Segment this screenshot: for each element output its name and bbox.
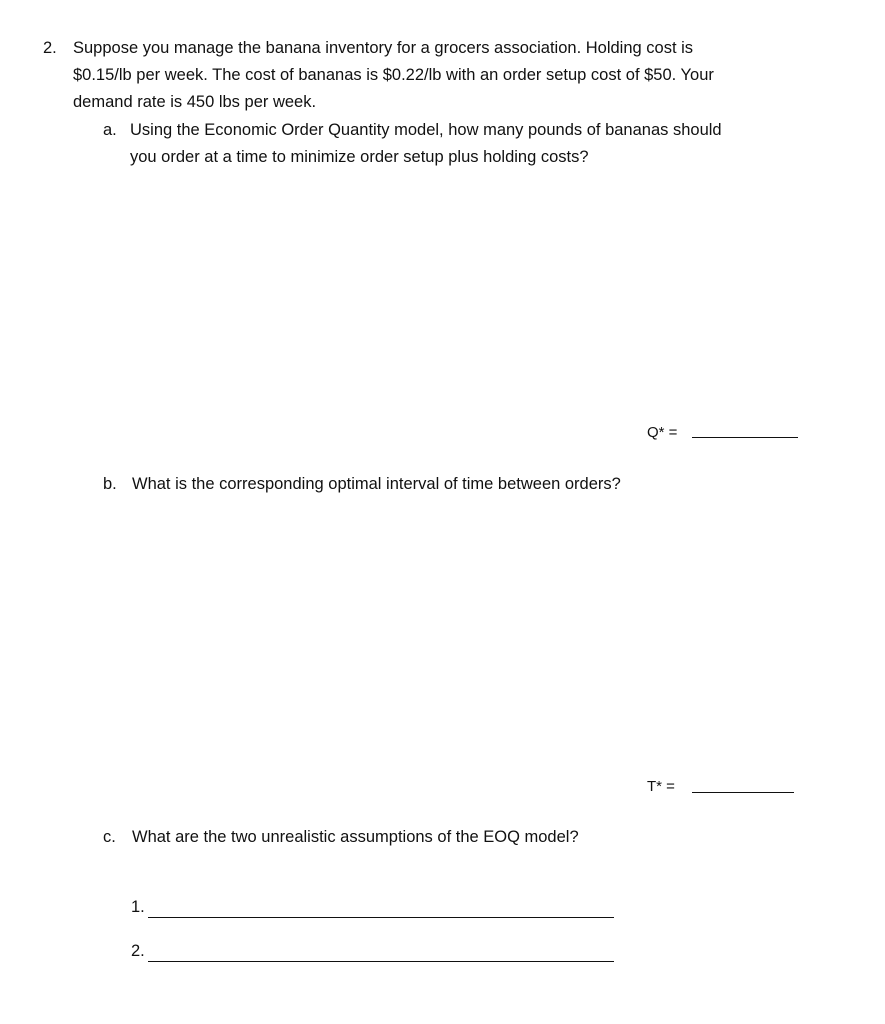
q-star-answer-blank[interactable] <box>692 437 798 438</box>
part-a-line-2: you order at a time to minimize order setup plus holding costs? <box>130 148 589 166</box>
question-number: 2. <box>43 39 57 57</box>
part-a-line-1: Using the Economic Order Quantity model, how many pounds of bananas should <box>130 121 722 139</box>
part-b-question: What is the corresponding optimal interval of time between orders? <box>132 475 621 493</box>
question-intro-line-3: demand rate is 450 lbs per week. <box>73 93 317 111</box>
part-a-label: a. <box>103 121 117 139</box>
t-star-answer-blank[interactable] <box>692 792 794 793</box>
assumption-1-label: 1. <box>131 898 145 916</box>
assumption-1-answer-blank[interactable] <box>148 917 614 918</box>
question-intro-line-1: Suppose you manage the banana inventory for a grocers association. Holding cost is <box>73 39 694 57</box>
assumption-2-label: 2. <box>131 942 145 960</box>
part-b-label: b. <box>103 475 117 493</box>
t-star-label: T* = <box>647 778 675 795</box>
assumption-2-answer-blank[interactable] <box>148 961 614 962</box>
q-star-label: Q* = <box>647 424 678 441</box>
part-c-label: c. <box>103 828 116 846</box>
question-intro-line-2: $0.15/lb per week. The cost of bananas is $0.22/lb with an order setup cost of $50. Your <box>73 66 714 84</box>
part-c-question: What are the two unrealistic assumptions of the EOQ model? <box>132 828 579 846</box>
